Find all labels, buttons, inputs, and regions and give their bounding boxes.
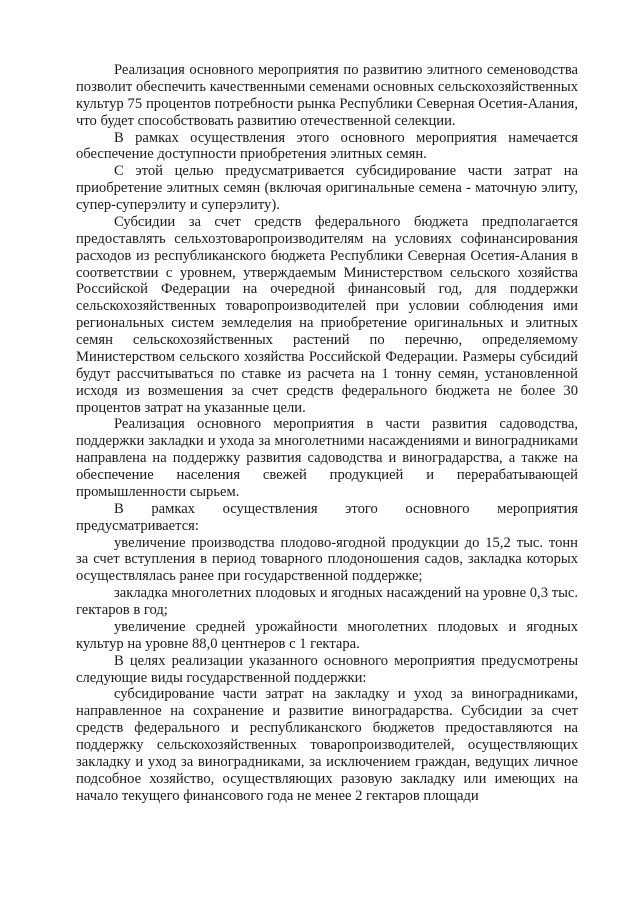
paragraph-measures-intro: В рамках осуществления этого основного мероприятия предусматривается:: [76, 500, 578, 534]
paragraph-support-types: В целях реализации указанного основного мероприятия предусмотрены следующие виды государственной поддержки:: [76, 652, 578, 686]
paragraph-horticulture: Реализация основного мероприятия в части развития садоводства, поддержки закладки и ухода за многолетними насаждениями и виноградниками направлена на поддержку развития садоводства и виноградарства, а также на обеспечение населения свежей продукцией и перерабатывающей промышленности сырьем.: [76, 416, 578, 500]
document-body: [76, 62, 578, 805]
list-item-fruit-production: увеличение производства плодово-ягодной продукции до 15,2 тыс. тонн за счет вступления в период товарного плодоношения садов, закладка которых осуществлялась ранее при государственной поддержке;: [76, 534, 578, 585]
paragraph-vineyard-subsidy: субсидирование части затрат на закладку и уход за виноградниками, направленное на сохранение и развитие виноградарства. Субсидии за счет средств федерального и республиканского бюджетов предоставляются на поддержку сельскохозяйственных товаропроизводителей, осуществляющих закладку и уход за виноградниками, за исключением граждан, ведущих личное подсобное хозяйство, осуществляющих разовую закладку или имеющих на начало текущего финансового года не менее 2 гектаров площади: [76, 686, 578, 804]
paragraph-federal-subsidies: Субсидии за счет средств федерального бюджета предполагается предоставлять сельхозтоваропроизводителям на условиях софинансирования расходов из республиканского бюджета Республики Северная Осетия-Алания в соответствии с уровнем, утверждаемым Министерством сельского хозяйства Российской Федерации на очередной финансовый год, для поддержки сельскохозяйственных товаропроизводителей при условии соблюдения ими региональных систем земледелия на приобретение оригинальных и элитных семян сельскохозяйственных растений по перечню, определяемому Министерством сельского хозяйства Российской Федерации. Размеры субсидий будут рассчитываться по ставке из расчета на 1 тонну семян, установленной исходя из возмешения за счет средств федерального бюджета не более 30 процентов затрат на указанные цели.: [76, 213, 578, 416]
list-item-planting: закладка многолетних плодовых и ягодных насаждений на уровне 0,3 тыс. гектаров в год;: [76, 585, 578, 618]
paragraph-seed-breeding: Реализация основного мероприятия по развитию элитного семеноводства позволит обеспечить качественными семенами основных сельскохозяйственных культур 75 процентов потребности рынка Республики Северная Осетия-Алания, что будет способствовать развитию отечественной селекции.: [76, 62, 578, 129]
list-item-yield: увеличение средней урожайности многолетних плодовых и ягодных культур на уровне 88,0 центнеров с 1 гектара.: [76, 618, 578, 652]
paragraph-elite-seed-availability: В рамках осуществления этого основного мероприятия намечается обеспечение доступности приобретения элитных семян.: [76, 129, 578, 163]
paragraph-subsidy-purpose: С этой целью предусматривается субсидирование части затрат на приобретение элитных семян (включая оригинальные семена - маточную элиту, супер-суперэлиту и суперэлиту).: [76, 163, 578, 213]
